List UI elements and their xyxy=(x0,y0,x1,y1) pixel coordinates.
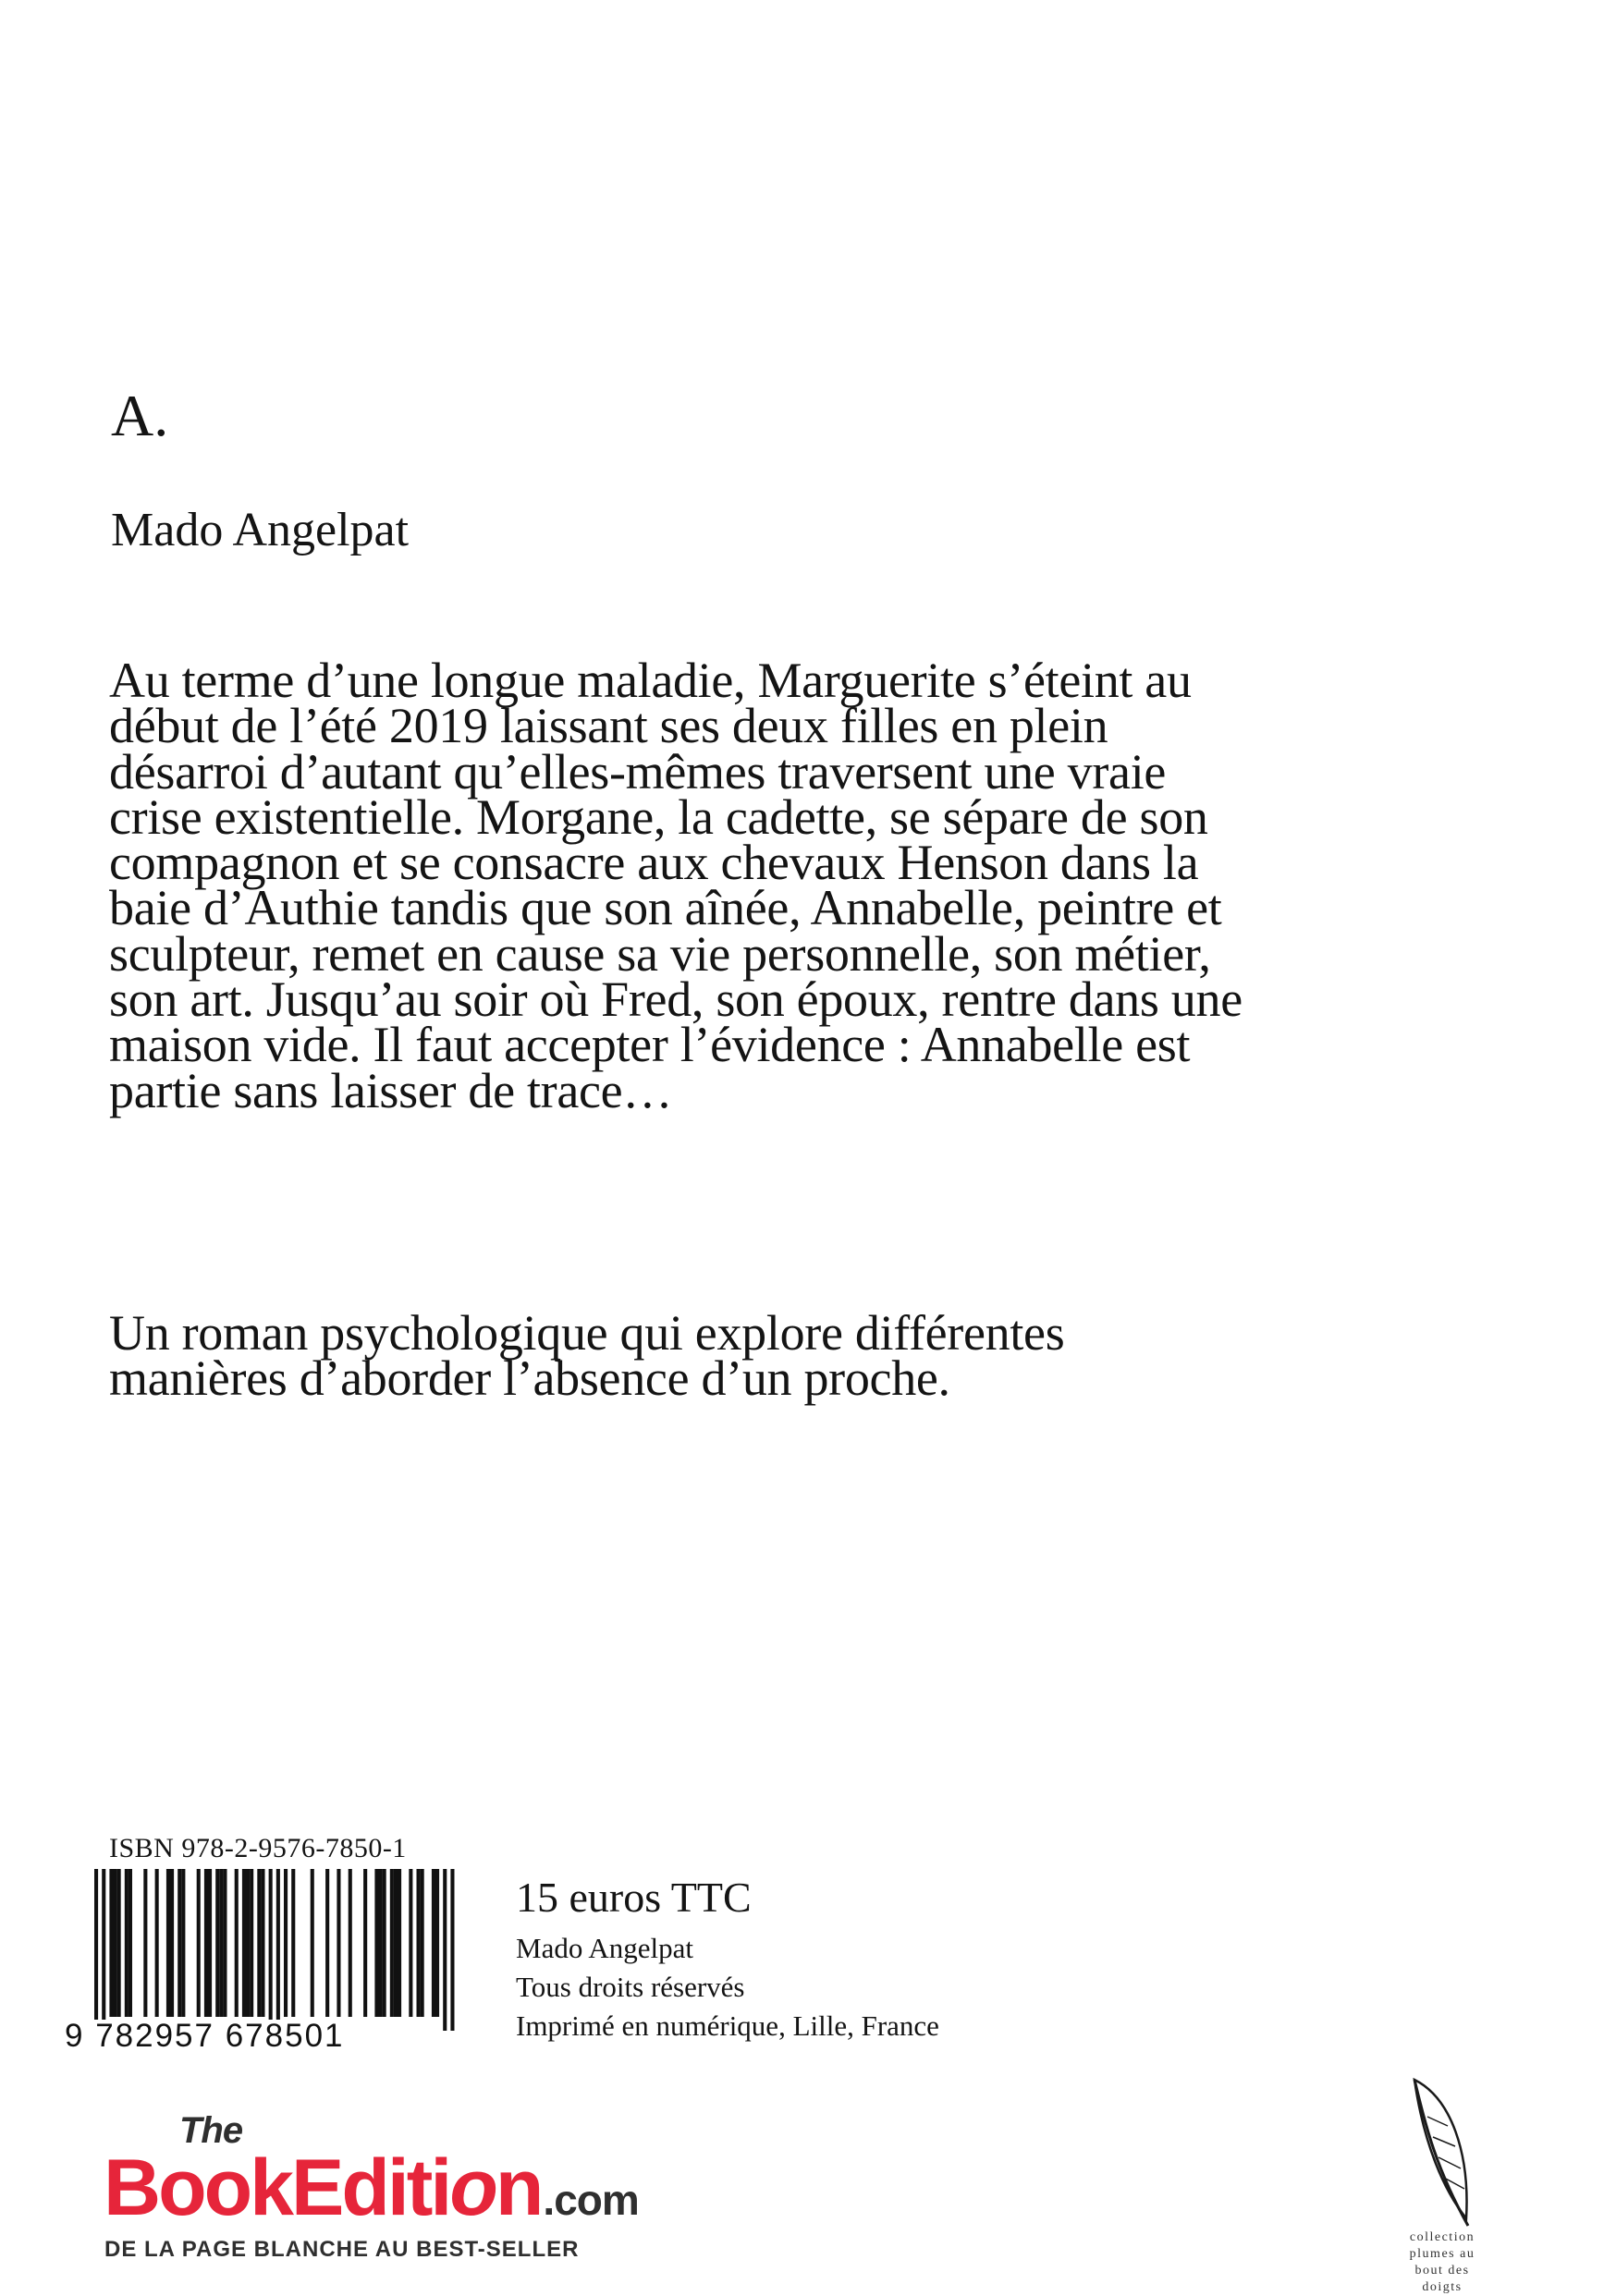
barcode-bar xyxy=(432,1869,435,2017)
barcode-bar xyxy=(166,1869,170,2017)
book-author: Mado Angelpat xyxy=(111,504,410,556)
barcode xyxy=(65,1869,457,2031)
barcode-bar xyxy=(421,1869,424,2017)
blurb-paragraph: Au terme d’une longue maladie, Marguerite s’éteint au début de l’été 2019 laissant ses deux filles en plein désarroi d’autant qu’elles-mêmes traversent une vraie crise existentielle. Morgane, la cadette, se sépare de son compagnon et se consacre aux chevaux Henson dans la baie d’Authie tandis que son aînée, Annabelle, peintre et sculpteur, remet en cause sa vie personnelle, son métier, son art. Jusqu’au soir où Fred, son époux, rentre dans une maison vide. Il faut accepter l’évidence : Annabelle est partie sans laisser de trace… xyxy=(109,653,1243,1118)
barcode-bar xyxy=(235,1869,239,2017)
barcode-bar xyxy=(204,1869,208,2017)
barcode-bar xyxy=(390,1869,394,2017)
barcode-bar xyxy=(125,1869,129,2017)
barcode-bar xyxy=(409,1869,412,2017)
logo-the: The xyxy=(179,2110,243,2151)
barcode-bar xyxy=(276,1869,280,2031)
barcode-bar xyxy=(435,1869,439,2017)
barcode-bar xyxy=(170,1869,174,2017)
barcode-bar xyxy=(398,1869,401,2017)
barcode-bar xyxy=(117,1869,121,2017)
barcode-bars xyxy=(65,1869,457,2031)
barcode-bar xyxy=(219,1869,223,2017)
barcode-bar xyxy=(114,1869,117,2017)
barcode-digits: 9 782957 678501 xyxy=(65,2018,345,2054)
barcode-bar xyxy=(197,1869,201,2017)
blurb-paragraph: Un roman psychologique qui explore différentes manières d’aborder l’absence d’un proche. xyxy=(109,1305,1065,1407)
barcode-bar xyxy=(178,1869,181,2017)
barcode-bar xyxy=(242,1869,246,2017)
barcode-bar xyxy=(143,1869,147,2017)
barcode-bar xyxy=(349,1869,352,2017)
imprint-printing: Imprimé en numérique, Lille, France xyxy=(516,2009,939,2042)
barcode-bar xyxy=(223,1869,226,2017)
barcode-bar xyxy=(383,1869,386,2017)
barcode-bar xyxy=(337,1869,340,2017)
quill-feather-icon xyxy=(1396,2061,1488,2246)
imprint-rights: Tous droits réservés xyxy=(516,1971,745,2003)
collection-name: collection plumes au bout des doigts xyxy=(1409,2230,1475,2294)
imprint-author: Mado Angelpat xyxy=(516,1932,693,1964)
barcode-bar xyxy=(443,1869,447,2031)
isbn-label: ISBN 978-2-9576-7850-1 xyxy=(109,1833,407,1863)
barcode-bar xyxy=(363,1869,367,2017)
barcode-bar xyxy=(257,1869,261,2017)
barcode-bar xyxy=(208,1869,212,2017)
barcode-bar xyxy=(246,1869,250,2017)
barcode-bar xyxy=(102,1869,105,2031)
barcode-bar xyxy=(291,1869,295,2017)
barcode-bar xyxy=(215,1869,219,2017)
barcode-bar xyxy=(325,1869,329,2017)
barcode-bar xyxy=(311,1869,314,2017)
barcode-bar xyxy=(94,1869,98,2031)
barcode-bar xyxy=(155,1869,159,2017)
barcode-bar xyxy=(109,1869,113,2017)
barcode-bar xyxy=(129,1869,132,2017)
book-title: A. xyxy=(111,383,169,448)
barcode-bar xyxy=(374,1869,378,2017)
barcode-bar xyxy=(250,1869,253,2017)
barcode-bar xyxy=(284,1869,288,2017)
barcode-bar xyxy=(394,1869,398,2017)
publisher-tagline: DE LA PAGE BLANCHE AU BEST-SELLER xyxy=(104,2237,580,2262)
barcode-bar xyxy=(450,1869,454,2031)
price: 15 euros TTC xyxy=(516,1874,752,1921)
barcode-bar xyxy=(261,1869,264,2017)
barcode-bar xyxy=(379,1869,383,2017)
barcode-bar xyxy=(181,1869,185,2017)
logo-wordmark: BookEdition.com xyxy=(104,2143,639,2232)
barcode-bar xyxy=(417,1869,421,2017)
barcode-bar xyxy=(269,1869,273,2031)
